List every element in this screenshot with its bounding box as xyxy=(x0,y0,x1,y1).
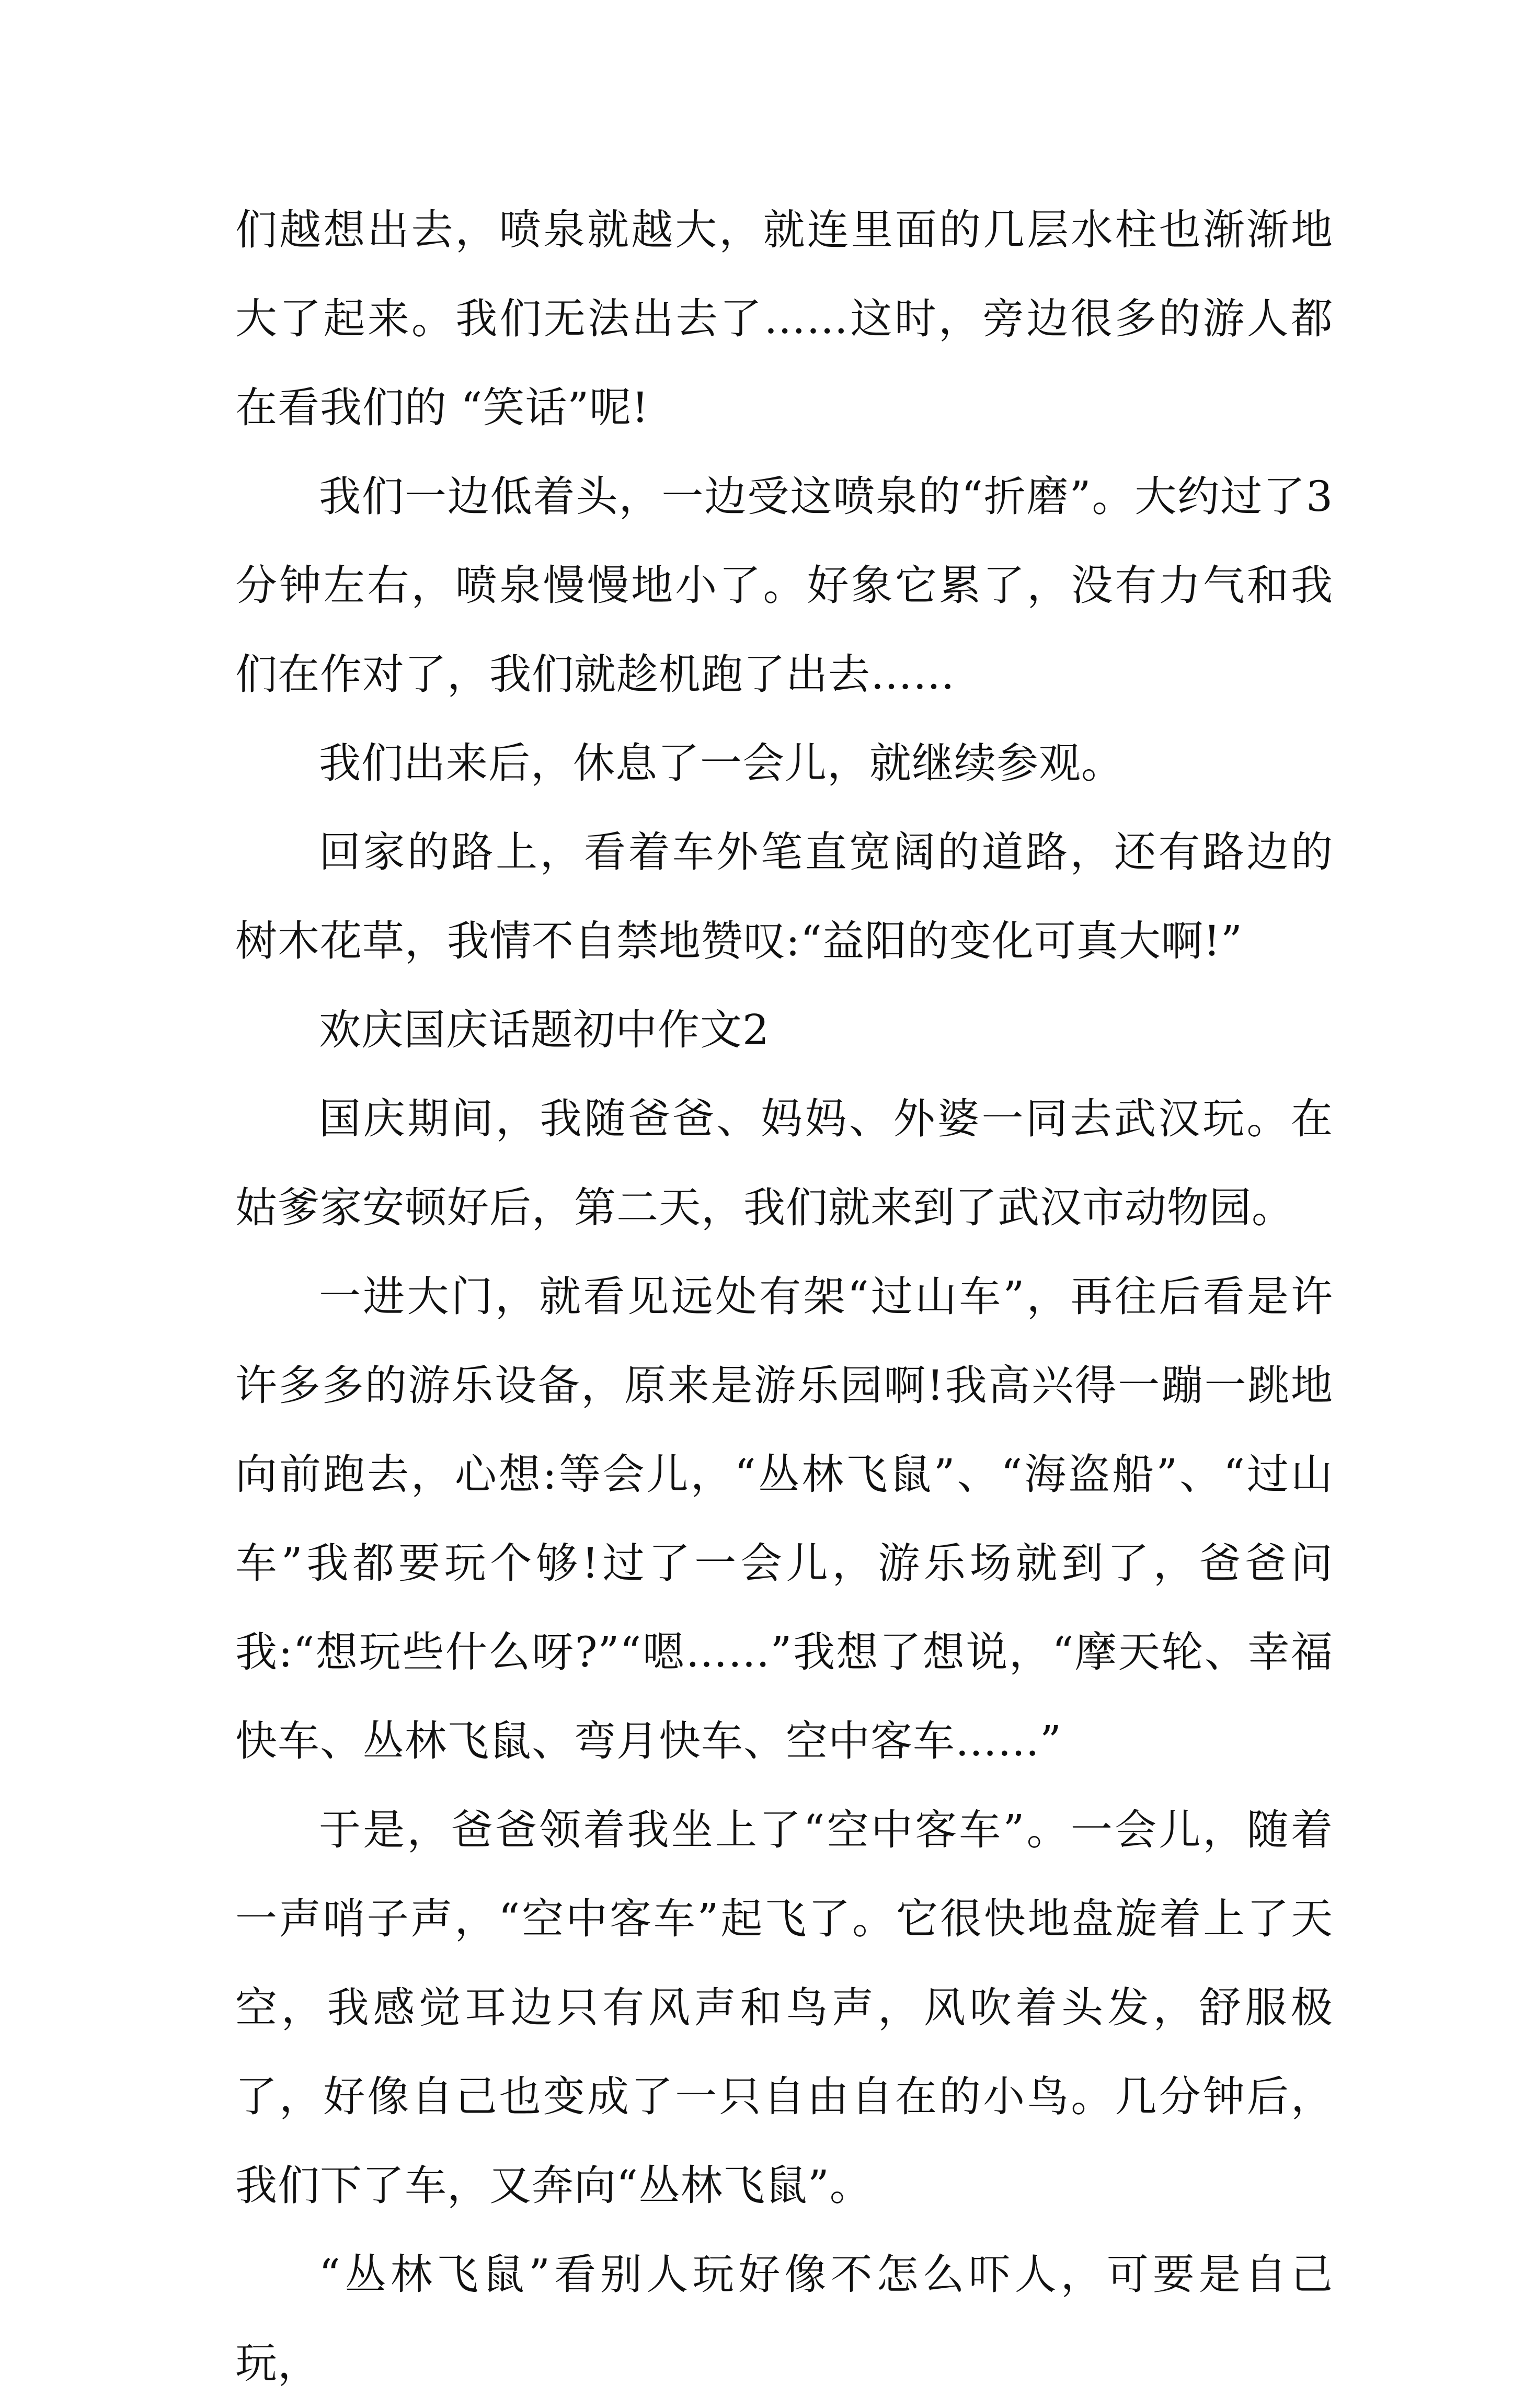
paragraph-7: 于是，爸爸领着我坐上了“空中客车”。一会儿，随着一声哨子声，“空中客车”起飞了。它很快地盘旋着上了天空，我感觉耳边只有风声和鸟声，风吹着头发，舒服极了，好像自己也变成了一只自由自在的小鸟。几分钟后，我们下了车，又奔向“丛林飞鼠”。 xyxy=(235,1806,1333,2210)
paragraph-4: 回家的路上，看着车外笔直宽阔的道路，还有路边的树木花草，我情不自禁地赞叹:“益阳的变化可真大啊!” xyxy=(235,828,1333,965)
paragraph-3: 我们出来后，休息了一会儿，就继续参观。 xyxy=(319,739,1124,788)
essay-heading: 欢庆国庆话题初中作文2 xyxy=(319,1006,770,1054)
paragraph-2: 我们一边低着头，一边受这喷泉的“折磨”。大约过了3分钟左右，喷泉慢慢地小了。好象它累了，没有力气和我们在作对了，我们就趁机跑了出去…… xyxy=(235,472,1333,699)
paragraph-5: 国庆期间，我随爸爸、妈妈、外婆一同去武汉玩。在姑爹家安顿好后，第二天，我们就来到了武汉市动物园。 xyxy=(235,1094,1333,1232)
paragraph-1: 们越想出去，喷泉就越大，就连里面的几层水柱也渐渐地大了起来。我们无法出去了……这时，旁边很多的游人都在看我们的 “笑话”呢! xyxy=(235,206,1333,432)
paragraph-6: 一进大门，就看见远处有架“过山车”，再往后看是许许多多的游乐设备，原来是游乐园啊!我高兴得一蹦一跳地向前跑去，心想:等会儿，“丛林飞鼠”、“海盗船”、“过山车”我都要玩个够!过了一会儿，游乐场就到了，爸爸问我:“想玩些什么呀?”“嗯……”我想了想说，“摩天轮、幸福快车、丛林飞鼠、弯月快车、空中客车……” xyxy=(235,1272,1333,1765)
paragraph-8: “丛林飞鼠”看别人玩好像不怎么吓人，可要是自己玩， xyxy=(235,2250,1333,2388)
essay-body xyxy=(235,186,1333,2408)
